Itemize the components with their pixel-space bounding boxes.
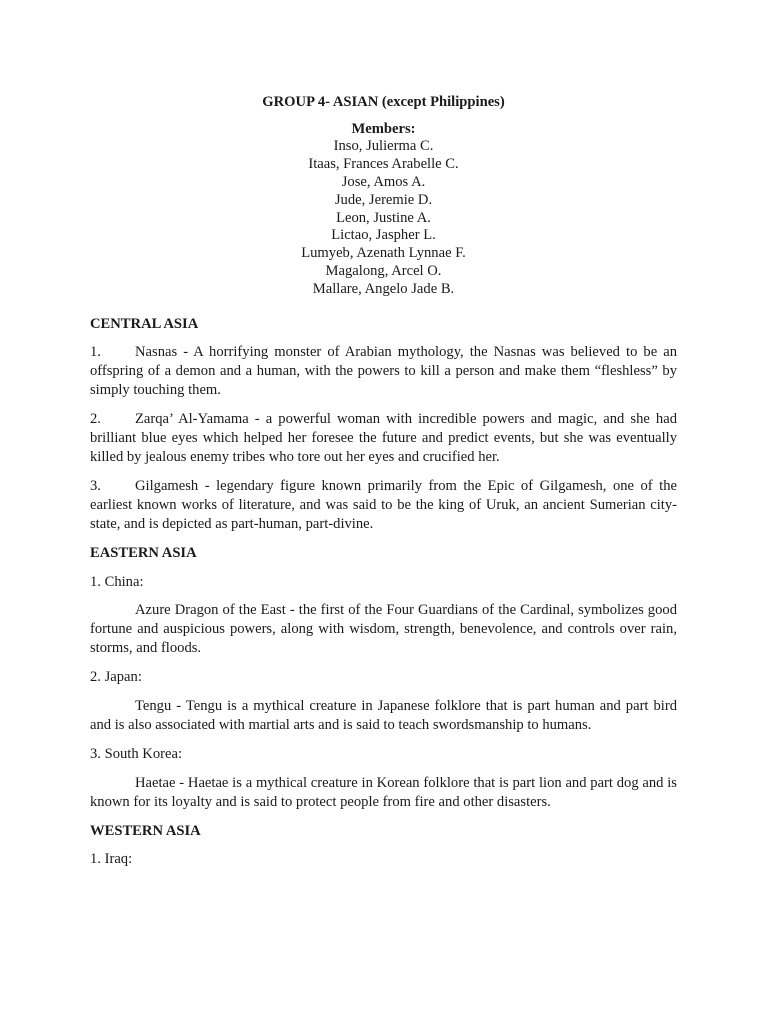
member-name: Jose, Amos A. <box>341 173 426 190</box>
creature-entry: Tengu - Tengu is a mythical creature in Japanese folklore that is part human and part bird and is also associated with martial arts and is said to teach swordsmanship to humans. <box>90 697 677 733</box>
members-heading: Members: <box>351 120 416 137</box>
list-item <box>90 343 677 400</box>
member-name: Magalong, Arcel O. <box>325 262 442 279</box>
section-heading-central-asia: CENTRAL ASIA <box>90 315 199 332</box>
member-name: Mallare, Angelo Jade B. <box>312 280 455 297</box>
members-list <box>90 121 677 299</box>
section-heading-western-asia: WESTERN ASIA <box>90 822 201 839</box>
item-text: Zarqa’ Al-Yamama - a powerful woman with incredible powers and magic, and she had brilliant blue eyes which helped her foresee the future and predict events, but she was eventually killed by jealous enemy tribes who tore out her eyes and crucified her. <box>90 411 677 466</box>
creature-entry: Haetae - Haetae is a mythical creature in Korean folklore that is part lion and part dog and is known for its loyalty and is said to protect people from fire and other disasters. <box>90 774 677 810</box>
item-text: Nasnas - A horrifying monster of Arabian mythology, the Nasnas was believed to be an offspring of a demon and a human, with the powers to kill a person and make them “fleshless” by simply touching them. <box>90 344 677 399</box>
country-label: 1. China: <box>90 573 144 590</box>
list-item <box>90 477 677 534</box>
country-label: 3. South Korea: <box>90 745 183 762</box>
item-number: 1. <box>90 344 101 361</box>
member-name: Lumyeb, Azenath Lynnae F. <box>301 245 466 262</box>
section-heading-eastern-asia: EASTERN ASIA <box>90 545 197 562</box>
item-text: Gilgamesh - legendary figure known primarily from the Epic of Gilgamesh, one of the earliest known works of literature, and was said to be the king of Uruk, an ancient Sumerian city-state, and is depicted as part-human, part-divine. <box>90 478 677 533</box>
member-name: Lictao, Jaspher L. <box>331 227 436 244</box>
item-number: 2. <box>90 411 101 428</box>
member-name: Leon, Justine A. <box>336 209 431 226</box>
item-number: 3. <box>90 478 101 495</box>
creature-entry: Azure Dragon of the East - the first of the Four Guardians of the Cardinal, symbolizes good fortune and auspicious powers, along with wisdom, strength, benevolence, and controls over rain, storms, and floods. <box>90 602 677 657</box>
list-item <box>90 410 677 467</box>
country-label: 1. Iraq: <box>90 851 133 868</box>
document-title: GROUP 4- ASIAN (except Philippines) <box>262 94 505 110</box>
member-name: Jude, Jeremie D. <box>334 191 433 208</box>
document-page <box>90 93 677 879</box>
member-name: Itaas, Frances Arabelle C. <box>308 156 459 173</box>
country-label: 2. Japan: <box>90 669 142 686</box>
member-name: Inso, Julierma C. <box>333 138 434 155</box>
